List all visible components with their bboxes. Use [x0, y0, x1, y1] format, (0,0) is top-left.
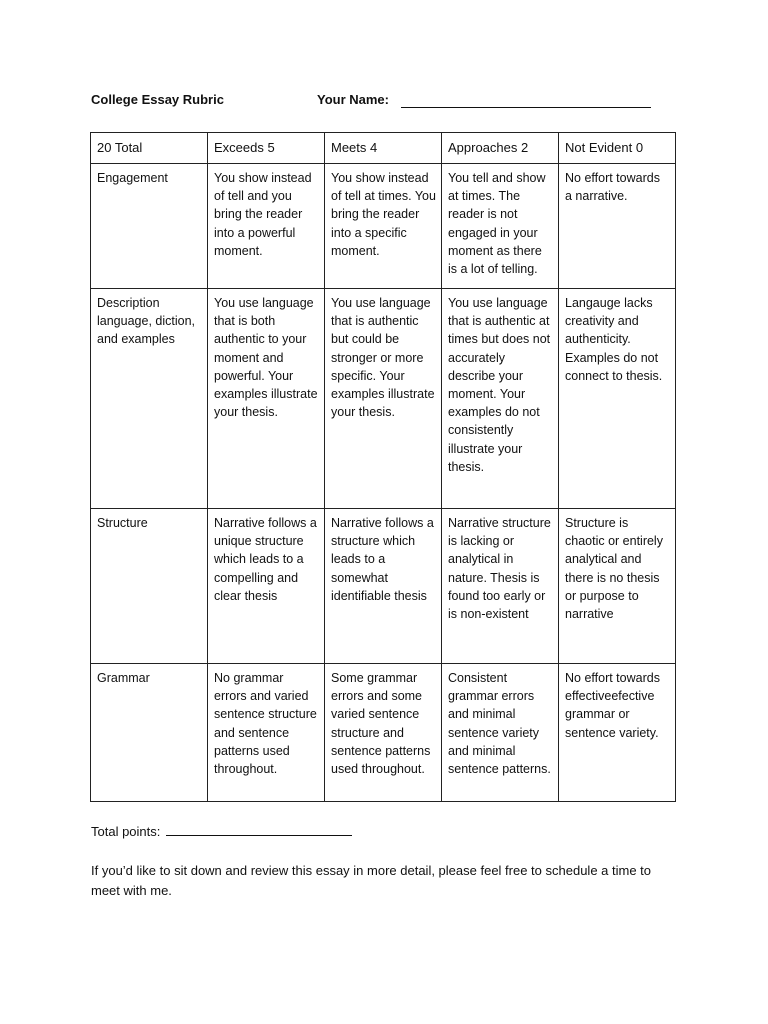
- total-points-row: [91, 823, 352, 839]
- column-header-not-evident: Not Evident 0: [559, 133, 676, 164]
- your-name-blank-line: [401, 92, 651, 108]
- column-header-total: 20 Total: [91, 133, 208, 164]
- footer-note: If you’d like to sit down and review this essay in more detail, please feel free to schedule a time to meet with me.: [91, 863, 652, 898]
- rubric-cell: You use language that is both authentic to your moment and powerful. Your examples illustrate your thesis.: [208, 289, 325, 509]
- criterion-cell: Grammar: [91, 664, 208, 802]
- rubric-table: [90, 132, 676, 802]
- table-header-row: [91, 133, 676, 164]
- total-points-label: Total points:: [91, 824, 161, 839]
- table-row: [91, 164, 676, 289]
- criterion-cell: Description language, diction, and examples: [91, 289, 208, 509]
- rubric-cell: No effort towards a narrative.: [559, 164, 676, 289]
- rubric-cell: Langauge lacks creativity and authenticity. Examples do not connect to thesis.: [559, 289, 676, 509]
- column-header-meets: Meets 4: [325, 133, 442, 164]
- table-row: [91, 289, 676, 509]
- rubric-cell: Narrative follows a unique structure which leads to a compelling and clear thesis: [208, 509, 325, 664]
- rubric-cell: You show instead of tell and you bring the reader into a powerful moment.: [208, 164, 325, 289]
- your-name-label: Your Name:: [317, 92, 389, 107]
- rubric-cell: Some grammar errors and some varied sentence structure and sentence patterns used throughout.: [325, 664, 442, 802]
- rubric-cell: No effort towards effectiveefective grammar or sentence variety.: [559, 664, 676, 802]
- table-row: [91, 664, 676, 802]
- rubric-cell: Narrative follows a structure which leads to a somewhat identifiable thesis: [325, 509, 442, 664]
- rubric-cell: Structure is chaotic or entirely analytical and there is no thesis or purpose to narrative: [559, 509, 676, 664]
- rubric-cell: No grammar errors and varied sentence structure and sentence patterns used throughout.: [208, 664, 325, 802]
- column-header-approaches: Approaches 2: [442, 133, 559, 164]
- rubric-cell: You tell and show at times. The reader is not engaged in your moment as there is a lot of telling.: [442, 164, 559, 289]
- document-title: College Essay Rubric: [91, 92, 224, 107]
- criterion-cell: Structure: [91, 509, 208, 664]
- table-row: [91, 509, 676, 664]
- column-header-exceeds: Exceeds 5: [208, 133, 325, 164]
- rubric-cell: Narrative structure is lacking or analytical in nature. Thesis is found too early or is non-existent: [442, 509, 559, 664]
- rubric-cell: Consistent grammar errors and minimal sentence variety and minimal sentence patterns.: [442, 664, 559, 802]
- criterion-cell: Engagement: [91, 164, 208, 289]
- rubric-cell: You show instead of tell at times. You bring the reader into a specific moment.: [325, 164, 442, 289]
- rubric-cell: You use language that is authentic but could be stronger or more specific. Your examples illustrate your thesis.: [325, 289, 442, 509]
- total-points-blank-line: [166, 823, 352, 836]
- rubric-cell: You use language that is authentic at times but does not accurately describe your moment. Your examples do not consistently illustrate your thesis.: [442, 289, 559, 509]
